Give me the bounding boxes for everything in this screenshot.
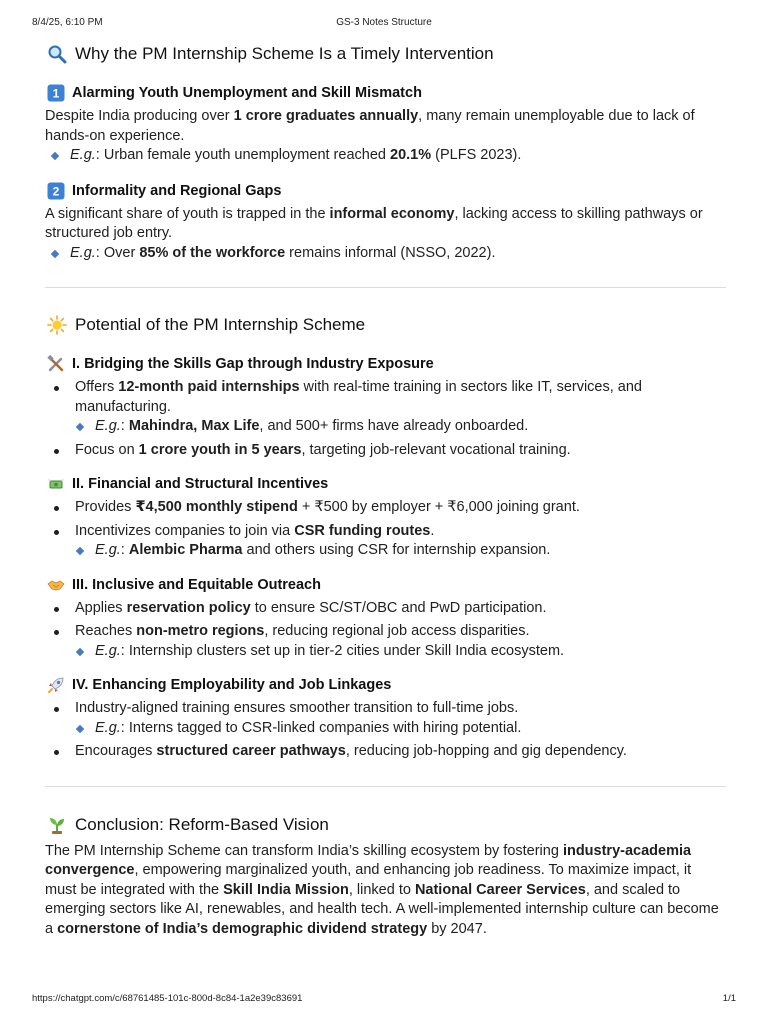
bullet-list [45,498,726,561]
bullet-dot [54,607,59,612]
list-item: Applies reservation policy to ensure SC/ST/OBC and PwD participation. [45,599,726,619]
bullet-list [45,378,726,460]
keycap-one-icon [47,84,65,102]
print-date: 8/4/25, 6:10 PM [32,17,103,28]
svg-text:2: 2 [52,184,60,198]
tools-icon [47,355,65,373]
blue-diamond-icon [76,724,84,732]
handshake-icon [47,576,65,594]
section-heading-text: Why the PM Internship Scheme Is a Timely Intervention [75,44,494,63]
page-number: 1/1 [722,993,736,1004]
bullet-list [45,699,726,762]
list-item: Offers 12-month paid internships with real-time training in sectors like IT, services, and manufacturing. E.g.: Mahindra, Max Life, and 500+ firms have already onboarded. [45,378,726,437]
list-item: Encourages structured career pathways, reducing job-hopping and gig dependency. [45,742,726,762]
paragraph-unemployment: Despite India producing over 1 crore graduates annually, many remain unemployable due to lack of hands-on experience. [45,108,695,144]
subheading-financial [47,474,726,494]
keycap-two-icon [47,182,65,200]
section-divider [45,287,726,288]
bullet-dot [54,449,59,454]
bullet-dot [54,386,59,391]
bullet-dot [54,630,59,635]
money-with-wings-icon [47,475,65,493]
bullet-dot [54,530,59,535]
paragraph-informality: A significant share of youth is trapped in the informal economy, lacking access to skilling pathways or structured job entry. [45,205,703,241]
blue-diamond-icon [51,152,59,160]
print-title: GS-3 Notes Structure [336,17,432,28]
subheading-text: II. Financial and Structural Incentives [72,476,329,492]
print-url: https://chatgpt.com/c/68761485-101c-800d-8c84-1a2e39c83691 [32,993,303,1004]
blue-diamond-icon [76,647,84,655]
svg-text:1: 1 [52,86,60,101]
section-heading-conclusion [47,811,726,839]
example-line: E.g.: Urban female youth unemployment reached 20.1% (PLFS 2023). [45,146,726,166]
blue-diamond-icon [76,423,84,431]
print-header [32,17,736,31]
section-heading-text: Conclusion: Reform-Based Vision [75,814,329,834]
subheading-text: Informality and Regional Gaps [72,182,282,199]
subheading-text: I. Bridging the Skills Gap through Industry Exposure [72,356,434,372]
list-item: Provides ₹4,500 monthly stipend + ₹500 by employer + ₹6,000 joining grant. [45,498,726,518]
subheading-unemployment [47,83,726,103]
example-line: E.g.: Alembic Pharma and others using CSR for internship expansion. [70,541,726,561]
example-line: E.g.: Interns tagged to CSR-linked companies with hiring potential. [70,719,726,739]
subheading-inclusive [47,575,726,595]
subheading-skills-gap [47,354,726,374]
example-line: E.g.: Mahindra, Max Life, and 500+ firms have already onboarded. [70,417,726,437]
blue-diamond-icon [76,547,84,555]
bullet-dot [54,707,59,712]
list-item: Focus on 1 crore youth in 5 years, targeting job-relevant vocational training. [45,441,726,461]
bullet-dot [54,506,59,511]
list-item: Incentivizes companies to join via CSR funding routes. E.g.: Alembic Pharma and others using CSR for internship expansion. [45,522,726,561]
magnifying-glass-icon [47,44,67,64]
section-divider [45,786,726,787]
subheading-text: III. Inclusive and Equitable Outreach [72,576,321,593]
subheading-informality [47,181,726,201]
sun-icon [47,315,67,335]
document-content [45,40,726,939]
example-line: E.g.: Over 85% of the workforce remains informal (NSSO, 2022). [45,244,726,264]
print-footer [32,993,736,1007]
section-heading-potential [47,311,726,339]
bullet-list [45,599,726,662]
list-item: Reaches non-metro regions, reducing regional job access disparities. E.g.: Internship clusters set up in tier-2 cities under Skill India ecosystem. [45,622,726,661]
rocket-icon [47,676,65,694]
section-heading-why [47,40,726,68]
bullet-dot [54,750,59,755]
paragraph-conclusion: The PM Internship Scheme can transform India’s skilling ecosystem by fostering industry-academia convergence, empowering marginalized youth, and enhancing job readiness. To maximize impact, it must be integrated with the Skill India Mission, linked to National Career Services, and scaled to emerging sectors like AI, renewables, and health tech. A well-implemented internship culture can become a cornerstone of India’s demographic dividend strategy by 2047. [45,842,719,937]
list-item: Industry-aligned training ensures smoother transition to full-time jobs. E.g.: Interns tagged to CSR-linked companies with hiring potential. [45,699,726,738]
section-heading-text: Potential of the PM Internship Scheme [75,315,366,334]
example-line: E.g.: Internship clusters set up in tier-2 cities under Skill India ecosystem. [70,642,726,662]
subheading-text: Alarming Youth Unemployment and Skill Mismatch [72,85,422,101]
blue-diamond-icon [51,249,59,257]
seedling-icon [47,815,67,835]
subheading-text: IV. Enhancing Employability and Job Linkages [72,677,392,693]
subheading-employability [47,675,726,695]
